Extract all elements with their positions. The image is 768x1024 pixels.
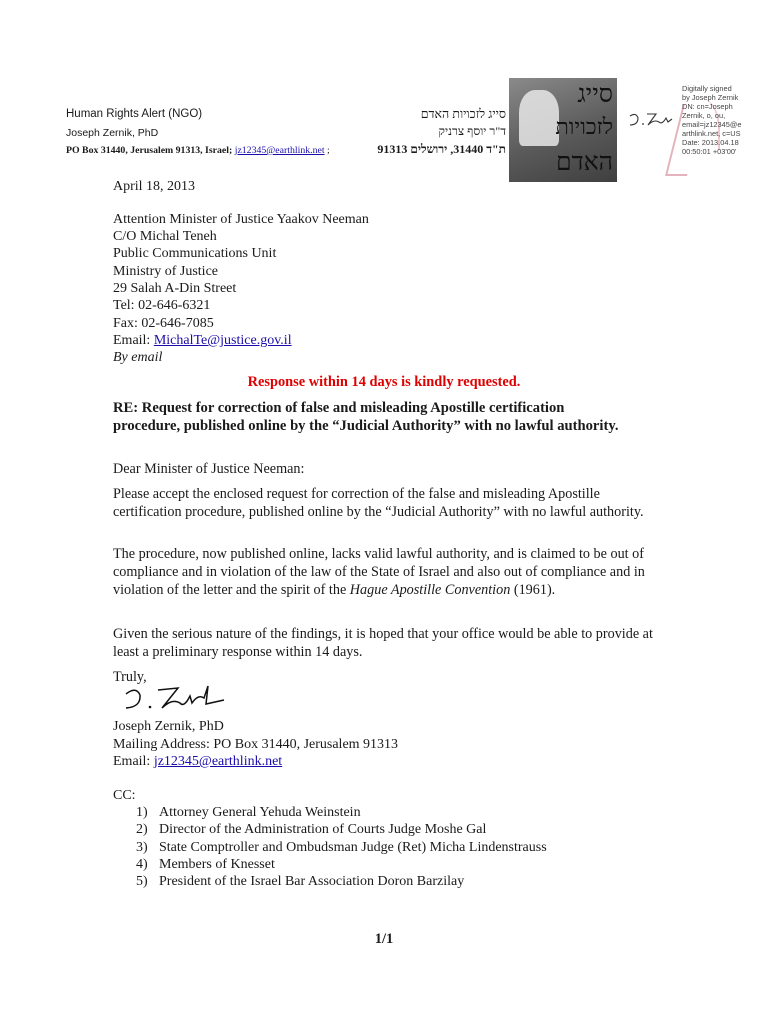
cc-label: CC: (113, 788, 136, 803)
signer-mailing-address: Mailing Address: PO Box 31440, Jerusalem 91313 (113, 737, 399, 752)
address-separator: ; (327, 145, 330, 156)
response-request-note: Response within 14 days is kindly requested. (247, 374, 521, 390)
address-line-english (66, 145, 330, 156)
paragraph-3: Given the serious nature of the findings, it is hoped that your office would be able to provide at least a preliminary response within 14 days. (113, 626, 653, 660)
signer-email-line (113, 753, 282, 770)
cc-number: 1) (136, 805, 148, 820)
signer-email-link[interactable]: jz12345@earthlink.net (153, 754, 283, 769)
logo-text-line-2: לזכויות (555, 115, 613, 140)
recipient-line: 29 Salah A-Din Street (113, 281, 237, 296)
paragraph-1: Please accept the enclosed request for correction of the false and misleading Apostille certification procedure, published online by the “Judicial Authority” with no lawful authority. (113, 486, 644, 520)
signer-email-label: Email: (113, 754, 154, 769)
cc-item: President of the Israel Bar Association Doron Barzilay (159, 874, 465, 889)
recipient-line: Attention Minister of Justice Yaakov Neeman (113, 212, 369, 227)
digital-signature-line: Digitally signed (682, 84, 732, 93)
cc-number: 2) (136, 822, 148, 837)
recipient-email-line (113, 332, 292, 349)
delivery-method: By email (113, 350, 163, 365)
recipient-email-link[interactable]: MichalTe@justice.gov.il (153, 333, 292, 348)
letter-date: April 18, 2013 (113, 179, 196, 194)
paragraph-2-text: The procedure, now published online, lacks valid lawful authority, and is claimed to be out of compliance and in violation of the law of the State of Israel and also out of compliance and in violation of the letter and the spirit of the (113, 546, 645, 598)
address-text: PO Box 31440, Jerusalem 91313, Israel; (66, 145, 233, 156)
digital-signature-line: DN: cn=Joseph (682, 102, 733, 111)
recipient-line: C/O Michal Teneh (113, 229, 217, 244)
recipient-line: Tel: 02-646-6321 (113, 298, 211, 313)
handwritten-signature (120, 680, 230, 716)
convention-name: Hague Apostille Convention (349, 582, 511, 598)
digital-signature-line: Zernik, o, ou, (682, 111, 726, 120)
logo-text-line-3: האדם (555, 147, 613, 176)
org-name-english: Human Rights Alert (NGO) (66, 108, 203, 120)
logo-figure-icon (519, 90, 559, 146)
recipient-line: Ministry of Justice (113, 264, 218, 279)
subject-line: RE: Request for correction of false and misleading Apostille certification procedure, published online by the “Judicial Authority” with no lawful authority. (113, 400, 619, 434)
digital-signature-line: 00:50:01 +03'00' (682, 147, 737, 156)
address-line-hebrew: ת"ד 31440, ירושלים 91313 (377, 142, 506, 156)
signature-icon (120, 680, 230, 716)
org-name-hebrew: סייג לזכויות האדם (420, 107, 506, 121)
signer-name: Joseph Zernik, PhD (113, 719, 224, 734)
cc-number: 4) (136, 857, 148, 872)
salutation: Dear Minister of Justice Neeman: (113, 461, 305, 477)
recipient-line: Fax: 02-646-7085 (113, 316, 214, 331)
digital-signature-line: Date: 2013.04.18 (682, 138, 739, 147)
author-name-english: Joseph Zernik, PhD (66, 127, 159, 139)
paragraph-2-end: (1961). (510, 582, 556, 598)
cc-item: Attorney General Yehuda Weinstein (159, 805, 361, 820)
page-number: 1/1 (374, 931, 394, 947)
email-label: Email: (113, 333, 154, 348)
digital-signature-line: email=jz12345@e (682, 120, 742, 129)
header-signature-icon (626, 110, 674, 130)
author-name-hebrew: ד"ר יוסף צרניק (438, 124, 506, 138)
digital-signature-line: by Joseph Zernik (682, 93, 739, 102)
header-email-link[interactable]: jz12345@earthlink.net (234, 145, 325, 156)
cc-item: Members of Knesset (159, 857, 275, 872)
digital-signature-line: arthlink.net, c=US (682, 129, 741, 138)
header-signature-mark (626, 110, 674, 135)
cc-item: State Comptroller and Ombudsman Judge (Ret) Micha Lindenstrauss (159, 840, 547, 855)
paragraph-2 (113, 545, 653, 599)
cc-item: Director of the Administration of Courts Judge Moshe Gal (159, 822, 487, 837)
logo-text-line-1: סייג (577, 79, 613, 108)
closing: Truly, (113, 669, 147, 685)
organization-logo (509, 78, 617, 182)
recipient-line: Public Communications Unit (113, 246, 277, 261)
cc-number: 3) (136, 840, 148, 855)
cc-number: 5) (136, 874, 148, 889)
